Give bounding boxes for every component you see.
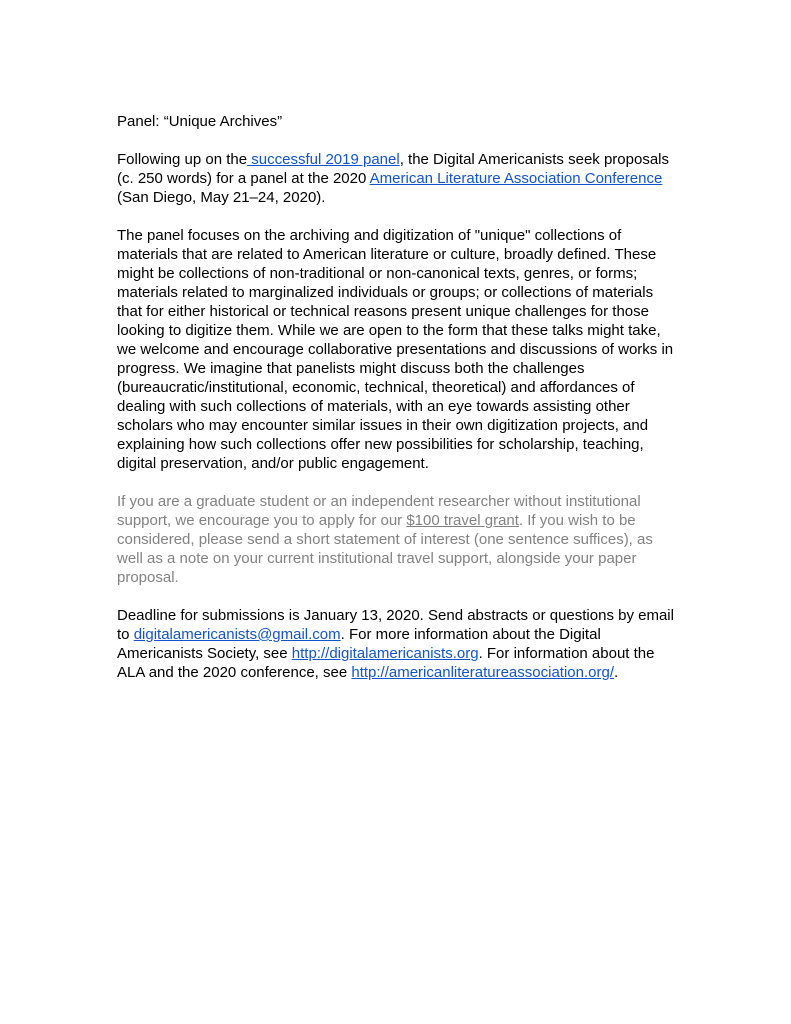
deadline-text-1: Deadline for submissions is January 13, 2020. Send abstracts or questions by email to [117,607,674,643]
panel-description-text: The panel focuses on the archiving and digitization of "unique" collections of materials that are related to American literature or culture, broadly defined. These might be collections of non-traditional or non-canonical texts, genres, or forms; materials related to marginalized individuals or groups; or collections of materials that for either historical or technical reasons present unique challenges for those looking to digitize them. While we are open to the form that these talks might take, we welcome and encourage collaborative presentations and discussions of works in progress. We imagine that panelists might discuss both the challenges (bureaucratic/institutional, economic, technical, theoretical) and affordances of dealing with such collections of materials, with an eye towards assisting other scholars who may encounter similar issues in their own digitization projects, and explaining how such collections offer new possibilities for scholarship, teaching, digital preservation, and/or public engagement. [117,227,674,472]
intro-text-1: Following up on the [117,151,248,168]
intro-text-2: , the Digital Americanists seek proposals (c. 250 words) for a panel at the 2020 [117,151,669,187]
deadline-text-4: . [614,664,619,681]
travel-grant-paragraph [117,492,679,587]
link-successful-2019-panel[interactable]: successful 2019 panel [247,151,400,168]
intro-text-3: (San Diego, May 21–24, 2020). [117,189,326,206]
deadline-paragraph [117,606,679,682]
panel-description-paragraph [117,226,679,473]
deadline-text-3: . For information about the ALA and the 2020 conference, see [117,645,655,681]
intro-paragraph [117,150,679,207]
panel-heading [117,112,679,131]
grant-text-1: If you are a graduate student or an independent researcher without institutional support, we encourage you to apply for our [117,493,641,529]
link-ala-conference[interactable]: American Literature Association Conference [369,170,663,187]
link-email-address[interactable]: digitalamericanists@gmail.com [133,626,341,643]
grant-text-2: . If you wish to be considered, please send a short statement of interest (one sentence suffices), as well as a note on your current institutional travel support, alongside your paper proposal. [117,512,653,586]
document-content [117,112,679,701]
link-travel-grant[interactable]: $100 travel grant [406,512,519,529]
link-digitalamericanists-site[interactable]: http://digitalamericanists.org [291,645,479,662]
panel-heading-text: Panel: “Unique Archives” [117,113,283,130]
deadline-text-2: . For more information about the Digital Americanists Society, see [117,626,601,662]
link-ala-site[interactable]: http://americanliteratureassociation.org/ [351,664,614,681]
